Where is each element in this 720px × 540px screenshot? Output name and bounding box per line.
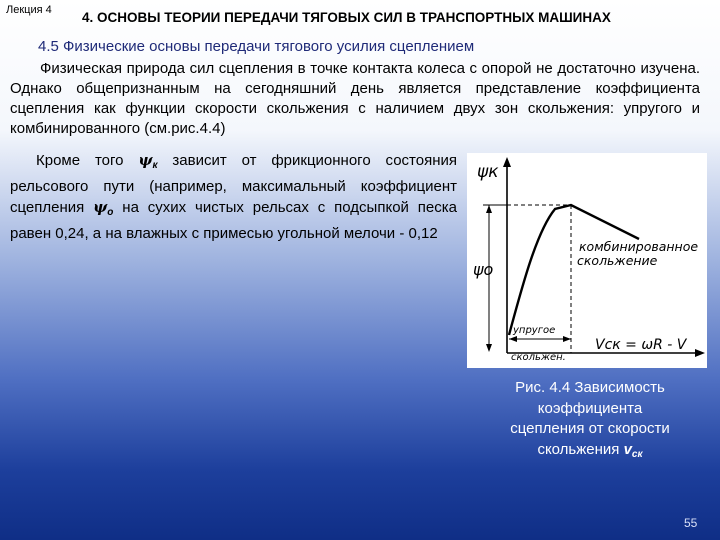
caption-line-1: Рис. 4.4 Зависимость — [515, 379, 665, 396]
figure-caption — [470, 378, 710, 465]
caption-line-4-text: скольжения — [537, 440, 624, 458]
adhesion-curve — [509, 205, 639, 335]
elastic-arrow-right — [563, 336, 571, 342]
x-axis-label: Vск = ωR - V — [595, 337, 687, 353]
figure-4-4 — [467, 153, 707, 368]
caption-line-3: сцепления от скорости — [510, 420, 670, 437]
caption-v-symbol: v — [623, 440, 632, 458]
y-axis-arrow — [503, 157, 511, 167]
caption-line-4 — [470, 440, 710, 466]
dimension-arrow-down — [486, 344, 492, 352]
p2-mid1: зависит от фрикционного состояния рельсового пути (например, максимальный коэффициент сцепления — [10, 152, 457, 216]
psi-k-subscript: к — [152, 160, 158, 171]
page-number: 55 — [684, 516, 698, 530]
lecture-label: Лекция 4 — [6, 4, 52, 16]
psi-o-subscript: о — [107, 207, 114, 218]
psi-o-symbol: ψ — [93, 198, 108, 216]
section-subtitle: 4.5 Физические основы передачи тягового усилия сцеплением — [38, 38, 475, 55]
p2-intro: Кроме того — [36, 152, 139, 169]
label-elastic-slip-2: скольжен. — [511, 352, 566, 363]
adhesion-curve-diagram — [467, 153, 707, 368]
caption-v-subscript: ск — [631, 448, 643, 460]
label-elastic-slip-1: упругое — [513, 325, 556, 336]
paragraph-adhesion-nature: Физическая природа сил сцепления в точке контакта колеса с опорой не достаточно изучена. Однако общепризнанным на сегодняшний день является представление коэффициента сцепления как функции скорости скольжения с наличием двух зон скольжения: упругого и комбинированного (см.рис.4.4) — [10, 60, 700, 137]
y-label-psi-k: ψк — [477, 162, 499, 182]
psi-k-symbol: ψ — [138, 151, 153, 169]
p2-mid2: на сухих чистых рельсах с подсыпкой песка равен 0,24, а на влажных с примесью угольной мелочи - 0,12 — [10, 199, 457, 242]
y-label-psi-o: ψо — [473, 260, 494, 279]
x-axis-arrow — [695, 349, 705, 357]
label-combined-slip-2: скольжение — [577, 253, 658, 268]
dimension-arrow-up — [486, 205, 492, 213]
slide-title: 4. ОСНОВЫ ТЕОРИИ ПЕРЕДАЧИ ТЯГОВЫХ СИЛ В ТРАНСПОРТНЫХ МАШИНАХ — [82, 10, 611, 25]
label-combined-slip-1: комбинированное — [579, 239, 699, 254]
caption-line-2: коэффициента — [537, 399, 643, 417]
elastic-arrow-left — [509, 336, 517, 342]
paragraph-rail-condition — [10, 150, 457, 244]
